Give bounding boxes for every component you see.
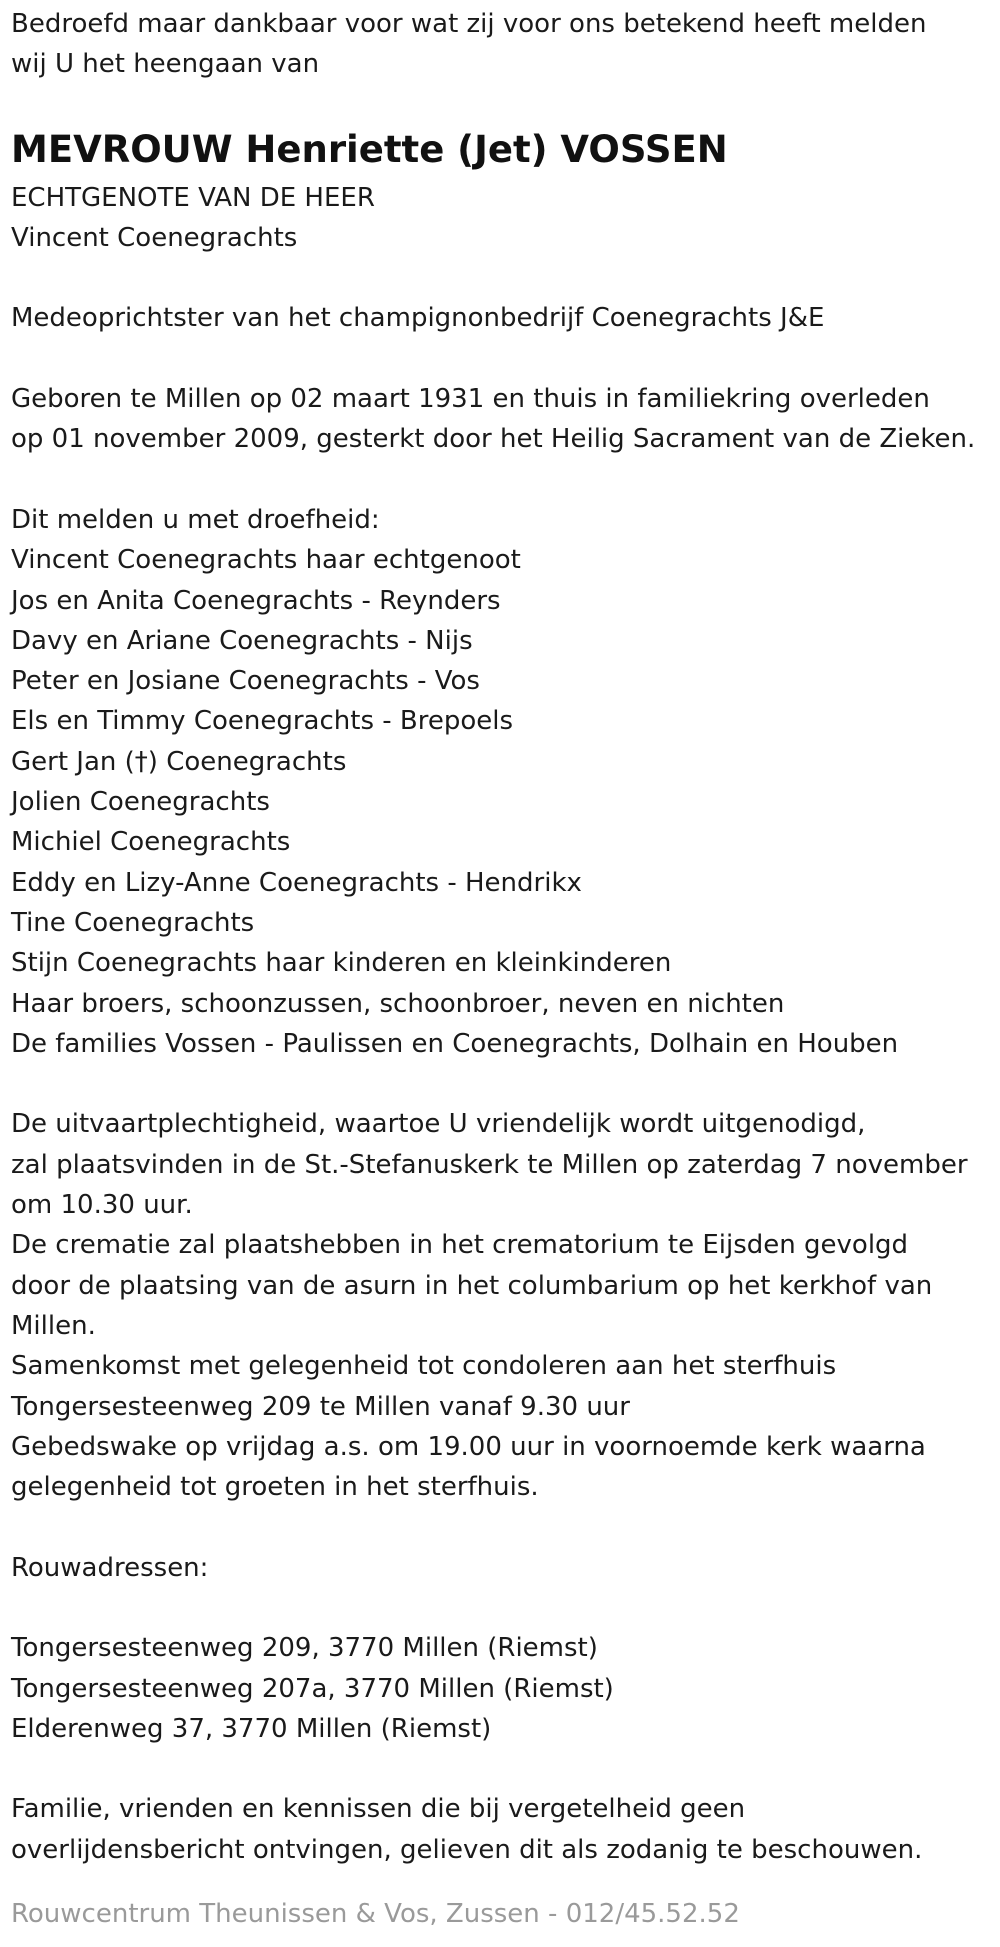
address-item: Tongersesteenweg 209, 3770 Millen (Riemst) <box>11 1633 598 1664</box>
closing-line: Familie, vrienden en kennissen die bij vergetelheid geen <box>11 1794 746 1825</box>
mourner-item: Peter en Josiane Coenegrachts - Vos <box>11 666 480 697</box>
mourner-item: Eddy en Lizy-Anne Coenegrachts - Hendrikx <box>11 867 582 898</box>
closing-line: overlijdensbericht ontvingen, gelieven dit als zodanig te beschouwen. <box>11 1834 923 1865</box>
funeral-home-footer: Rouwcentrum Theunissen & Vos, Zussen - 012/45.52.52 <box>11 1899 740 1929</box>
ceremony-text <box>11 1104 996 1507</box>
birth-death-text <box>11 379 996 460</box>
deceased-name: MEVROUW Henriette (Jet) VOSSEN <box>11 127 728 171</box>
mourner-item: Jolien Coenegrachts <box>11 787 270 818</box>
mourner-item: Gert Jan (†) Coenegrachts <box>11 746 347 777</box>
ceremony-line: De uitvaartplechtigheid, waartoe U vriendelijk wordt uitgenodigd, <box>11 1109 866 1140</box>
birth-death-line: Geboren te Millen op 02 maart 1931 en thuis in familiekring overleden <box>11 384 930 415</box>
ceremony-line: De crematie zal plaatshebben in het crematorium te Eijsden gevolgd <box>11 1230 909 1261</box>
mourner-item: Tine Coenegrachts <box>11 907 255 938</box>
intro-line: wij U het heengaan van <box>11 49 320 80</box>
addresses-label: Rouwadressen: <box>11 1552 209 1583</box>
ceremony-line: zal plaatsvinden in de St.-Stefanuskerk te Millen op zaterdag 7 november <box>11 1149 968 1180</box>
mourner-item: Stijn Coenegrachts haar kinderen en kleinkinderen <box>11 948 672 979</box>
spacer <box>11 1064 996 1104</box>
spouse-name: Vincent Coenegrachts <box>11 222 298 253</box>
role-text: Medeoprichtster van het champignonbedrijf Coenegrachts J&E <box>11 303 825 334</box>
mourner-item: Michiel Coenegrachts <box>11 827 291 858</box>
mourner-item: Jos en Anita Coenegrachts - Reynders <box>11 585 501 616</box>
ceremony-line: Tongersesteenweg 209 te Millen vanaf 9.30 uur <box>11 1391 630 1422</box>
mourner-item: Haar broers, schoonzussen, schoonbroer, neven en nichten <box>11 988 785 1019</box>
birth-death-line: op 01 november 2009, gesterkt door het Heilig Sacrament van de Zieken. <box>11 424 976 455</box>
spouse-block <box>11 178 996 259</box>
addresses-list <box>11 1628 996 1749</box>
spacer <box>11 1507 996 1547</box>
closing-text <box>11 1789 996 1870</box>
mourners-intro: Dit melden u met droefheid: <box>11 504 380 535</box>
spacer <box>11 258 996 298</box>
mourners-list <box>11 540 996 1064</box>
mourner-item: Davy en Ariane Coenegrachts - Nijs <box>11 625 473 656</box>
spacer <box>11 460 996 500</box>
spouse-label: ECHTGENOTE VAN DE HEER <box>11 182 375 213</box>
spacer <box>11 1588 996 1628</box>
spacer <box>11 1749 996 1789</box>
spacer <box>11 339 996 379</box>
ceremony-line: Samenkomst met gelegenheid tot condoleren aan het sterfhuis <box>11 1351 837 1382</box>
intro-line: Bedroefd maar dankbaar voor wat zij voor ons betekend heeft melden <box>11 9 927 39</box>
intro-text <box>11 4 996 85</box>
ceremony-line: door de plaatsing van de asurn in het columbarium op het kerkhof van <box>11 1270 933 1301</box>
address-item: Elderenweg 37, 3770 Millen (Riemst) <box>11 1713 492 1744</box>
address-item: Tongersesteenweg 207a, 3770 Millen (Riemst) <box>11 1673 614 1704</box>
mourner-item: De families Vossen - Paulissen en Coenegrachts, Dolhain en Houben <box>11 1028 899 1059</box>
ceremony-line: Millen. <box>11 1310 96 1341</box>
ceremony-line: om 10.30 uur. <box>11 1190 193 1221</box>
death-notice <box>11 4 996 1870</box>
mourner-item: Els en Timmy Coenegrachts - Brepoels <box>11 706 514 737</box>
mourner-item: Vincent Coenegrachts haar echtgenoot <box>11 545 521 576</box>
ceremony-line: gelegenheid tot groeten in het sterfhuis. <box>11 1472 539 1503</box>
ceremony-line: Gebedswake op vrijdag a.s. om 19.00 uur in voornoemde kerk waarna <box>11 1431 926 1462</box>
